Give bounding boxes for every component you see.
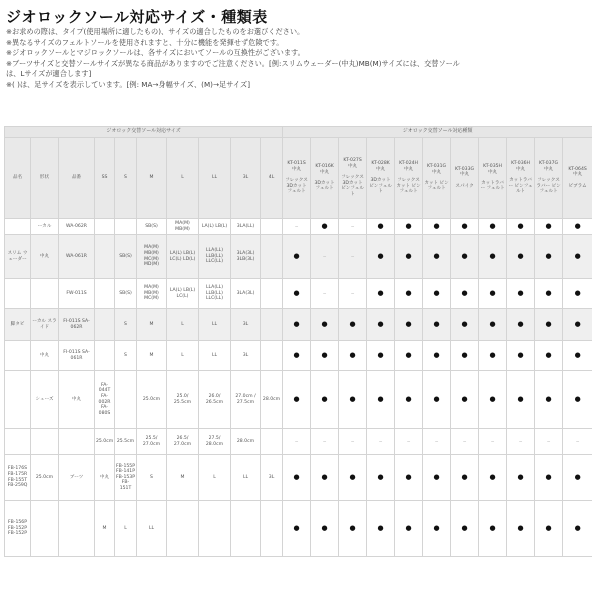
compat-cell: ● [339,371,367,429]
compat-cell: ● [367,279,395,309]
compat-cell: ● [395,371,423,429]
table-cell: 26.5/ 27.0cm [167,429,199,455]
table-body [5,219,593,557]
table-cell: LL [137,501,167,557]
table-cell: 26.0/ 26.5cm [199,371,231,429]
compat-cell: – [283,429,311,455]
page-title: ジオロックソール対応サイズ・種類表 [6,8,268,26]
compat-cell: ● [395,341,423,371]
compat-cell: ● [535,341,563,371]
compat-cell: – [339,235,367,279]
compat-cell: ● [479,341,507,371]
table-cell [59,501,95,557]
compat-cell: ● [451,309,479,341]
compat-cell: ● [535,279,563,309]
table-cell: ーカル [31,219,59,235]
table-cell [5,341,31,371]
compat-cell: ● [423,341,451,371]
compat-cell: ● [479,309,507,341]
compat-cell: ● [535,219,563,235]
compat-cell: – [395,429,423,455]
compat-cell: – [507,429,535,455]
table-cell: SB(S) [137,219,167,235]
type-header: KT-024H 中丸 フレックス カット ピンフェルト [395,138,423,219]
table-cell [261,501,283,557]
table-cell [95,235,115,279]
size-table [4,126,592,557]
compat-cell: ● [563,371,592,429]
compat-cell: – [479,429,507,455]
compat-cell: ● [367,235,395,279]
compat-cell: ● [311,455,339,501]
note-line: ※ブーツサイズと交替ソールサイズが異なる商品がありますのでご注意ください。[例:スリムウェーダー(中丸)MB(M)サイズには、交替ソール [6,58,460,68]
table-cell [31,501,59,557]
table-cell: 27.5/ 28.0cm [199,429,231,455]
table-cell: 25.0cm [137,371,167,429]
table-cell [261,341,283,371]
note-line: は、Lサイズが適合します] [6,69,92,79]
compat-cell: – [311,279,339,309]
compat-cell: ● [395,219,423,235]
table-cell: L [167,309,199,341]
notes [6,27,594,91]
compat-cell: ● [507,455,535,501]
table-cell: FB-155P FB-141P FB-153P FB-151T [115,455,137,501]
compat-cell: ● [479,371,507,429]
table-cell: M [95,501,115,557]
compat-cell: ● [451,341,479,371]
compat-cell: ● [563,501,592,557]
table-cell: 3LA(3L) [231,279,261,309]
compat-cell: ● [339,455,367,501]
table-cell [5,371,31,429]
table-cell: 3L [231,309,261,341]
compat-cell: ● [507,279,535,309]
compat-cell: – [451,429,479,455]
table-cell [5,219,31,235]
compat-cell: ● [283,279,311,309]
col-header: M [137,138,167,219]
col-header: 形状 [31,138,59,219]
compat-cell: ● [311,219,339,235]
col-header: L [167,138,199,219]
table-cell: FI-011S SA-062R [59,309,95,341]
table-cell: L [167,341,199,371]
note-line: ※( )は、足サイズを表示しています。[例: MA→身幅サイズ、(M)→足サイズ] [6,79,250,89]
compat-cell: – [339,279,367,309]
compat-cell: ● [423,279,451,309]
table-cell: スリム ウェーダー [5,235,31,279]
compat-cell: ● [283,235,311,279]
compat-cell: ● [423,235,451,279]
table-cell [31,429,59,455]
table-cell: MA(M) MB(M) MC(M) MD(M) [137,235,167,279]
table-cell: 28.0cm [261,371,283,429]
table-cell [261,429,283,455]
compat-cell: ● [283,341,311,371]
col-header: 品番 [59,138,95,219]
table-cell [115,219,137,235]
table-cell: シューズ [31,371,59,429]
type-header: KT-033G 中丸 スパイク [451,138,479,219]
table-cell [5,279,31,309]
table-cell: SB(S) [115,279,137,309]
table-cell [261,219,283,235]
type-header: KT-027S 中丸 フレックス 3Dカット ピンフェルト [339,138,367,219]
compat-cell: ● [423,309,451,341]
table-cell: LLA(LL) LLB(LL) LLC(LL) [199,279,231,309]
compat-cell: ● [479,279,507,309]
table-cell: L [115,501,137,557]
table-cell [95,341,115,371]
table-cell: 中丸 [31,235,59,279]
compat-cell: ● [311,371,339,429]
note-line: ※ジオロックソールとマジロックソールは、各サイズにおいてソールの互換性がございます。 [6,48,305,58]
table-cell [59,429,95,455]
compat-cell: ● [367,371,395,429]
group-header-size: ジオロック交替ソール対応サイズ [5,127,283,138]
table-cell: LL [199,309,231,341]
compat-cell: ● [563,455,592,501]
type-header: KT-037G 中丸 フレックス ラバー ピンフェルト [535,138,563,219]
size-table-wrapper [4,126,592,576]
compat-cell: ● [367,219,395,235]
compat-cell: ● [507,219,535,235]
table-cell [261,235,283,279]
col-header: 品名 [5,138,31,219]
compat-cell: ● [395,455,423,501]
compat-cell: ● [395,309,423,341]
compat-cell: ● [535,371,563,429]
table-cell: 28.0cm [231,429,261,455]
compat-cell: ● [423,371,451,429]
table-cell: WA-061R [59,235,95,279]
table-cell: M [167,455,199,501]
table-cell: 25.0/ 25.5cm [167,371,199,429]
compat-cell: ● [283,501,311,557]
type-header: KT-016K 中丸 3Dカット フェルト [311,138,339,219]
table-cell: 3L [261,455,283,501]
compat-cell: ● [339,309,367,341]
table-cell: WA-062R [59,219,95,235]
compat-cell: ● [451,455,479,501]
table-cell: LA(L) LB(L) [199,219,231,235]
table-cell: LA(L) LB(L) LC(L) LD(L) [167,235,199,279]
table-cell: LLA(LL) LLB(LL) LLC(LL) [199,235,231,279]
compat-cell: – [339,429,367,455]
table-cell: LA(L) LB(L) LC(L) [167,279,199,309]
table-row [5,429,593,455]
compat-cell: ● [479,235,507,279]
col-header: 3L [231,138,261,219]
table-row [5,501,593,557]
compat-cell: ● [311,309,339,341]
note-line: ※異なるサイズのフェルトソールを使用されますと、十分に機能を発揮せず危険です。 [6,37,284,47]
table-cell [261,309,283,341]
table-cell: M [137,341,167,371]
table-cell: FI-011S SA-061R [59,341,95,371]
table-cell: ーカル スライド [31,309,59,341]
type-header: KT-011S 中丸 フレックス 3Dカット フェルト [283,138,311,219]
table-cell: FA-044T FA-002R FA-080S [95,371,115,429]
table-cell: MA(M) MB(M) MC(M) [137,279,167,309]
type-header: KT-036H 中丸 カットラバー ピンフェルト [507,138,535,219]
table-cell: S [115,309,137,341]
type-header: KT-031G 中丸 カット ピンフェルト [423,138,451,219]
table-cell: 25.0cm [95,429,115,455]
table-cell: 中丸 [31,341,59,371]
compat-cell: ● [451,219,479,235]
table-row [5,279,593,309]
table-cell [95,279,115,309]
table-row [5,309,593,341]
table-cell [31,279,59,309]
compat-cell: ● [507,341,535,371]
compat-cell: ● [507,501,535,557]
table-cell [231,501,261,557]
compat-cell: ● [423,501,451,557]
table-cell: FW-011S [59,279,95,309]
compat-cell: ● [563,341,592,371]
compat-cell: ● [507,371,535,429]
type-header: KT-035H 中丸 カットラバー フェルト [479,138,507,219]
table-row [5,341,593,371]
table-cell: 25.0cm [31,455,59,501]
table-cell: L [199,455,231,501]
table-cell [95,309,115,341]
table-cell [115,371,137,429]
table-cell: LL [231,455,261,501]
table-cell: 25.5cm [115,429,137,455]
compat-cell: ● [367,501,395,557]
table-cell: 3LA(3L) 3LB(3L) [231,235,261,279]
table-cell [261,279,283,309]
table-cell: 脚タビ [5,309,31,341]
table-cell [199,501,231,557]
compat-cell: – [283,219,311,235]
table-cell: 27.0cm / 27.5cm [231,371,261,429]
table-cell: FB-176S FB-175R FB-155T FB-259Q [5,455,31,501]
col-header: SS [95,138,115,219]
note-line: ※お求めの際は、タイプ(使用場所に適したもの)、サイズの適合したものをお選びください。 [6,27,305,36]
compat-cell: ● [479,455,507,501]
compat-cell: – [339,219,367,235]
table-row [5,455,593,501]
compat-cell: ● [339,341,367,371]
compat-cell: ● [423,219,451,235]
compat-cell: ● [367,341,395,371]
col-header: S [115,138,137,219]
table-row [5,219,593,235]
compat-cell: ● [283,309,311,341]
compat-cell: ● [563,219,592,235]
table-cell: 3LA(LL) [231,219,261,235]
compat-cell: – [311,235,339,279]
compat-cell: ● [311,341,339,371]
compat-cell: ● [339,501,367,557]
compat-cell: ● [395,235,423,279]
table-cell: S [115,341,137,371]
compat-cell: ● [535,235,563,279]
table-cell: MA(M) MB(M) [167,219,199,235]
table-row [5,371,593,429]
group-header-type: ジオロック交替ソール対応種類 [283,127,592,138]
table-cell: LL [199,341,231,371]
compat-cell: ● [479,219,507,235]
compat-cell: ● [535,455,563,501]
compat-cell: ● [367,455,395,501]
table-cell [95,219,115,235]
table-cell: 中丸 [59,371,95,429]
compat-cell: ● [507,235,535,279]
compat-cell: ● [479,501,507,557]
compat-cell: – [311,429,339,455]
compat-cell: ● [367,309,395,341]
table-cell [5,429,31,455]
compat-cell: ● [563,279,592,309]
compat-cell: ● [451,501,479,557]
table-cell: 25.5/ 27.0cm [137,429,167,455]
compat-cell: ● [451,235,479,279]
compat-cell: ● [423,455,451,501]
compat-cell: – [367,429,395,455]
table-row [5,235,593,279]
table-cell: M [137,309,167,341]
compat-cell: ● [395,501,423,557]
table-cell: S [137,455,167,501]
compat-cell: – [535,429,563,455]
compat-cell: ● [507,309,535,341]
sub-header-row [5,138,593,219]
col-header: LL [199,138,231,219]
table-cell [167,501,199,557]
compat-cell: ● [283,371,311,429]
compat-cell: ● [535,501,563,557]
compat-cell: ● [451,279,479,309]
compat-cell: ● [311,501,339,557]
compat-cell: ● [563,309,592,341]
compat-cell: ● [395,279,423,309]
table-cell: FB-156P FB-152P FB-152P [5,501,31,557]
table-cell: 3L [231,341,261,371]
type-header: KT-064S 中丸 ビブラム [563,138,592,219]
compat-cell: – [423,429,451,455]
type-header: KT-028K 中丸 3Dカット ピンフェルト [367,138,395,219]
col-header: 4L [261,138,283,219]
compat-cell: ● [563,235,592,279]
compat-cell: ● [283,455,311,501]
compat-cell: ● [451,371,479,429]
table-cell: 中丸 [95,455,115,501]
compat-cell: ● [535,309,563,341]
compat-cell: – [563,429,592,455]
table-cell: SB(S) [115,235,137,279]
table-cell: ブーツ [59,455,95,501]
group-header-row [5,127,593,138]
